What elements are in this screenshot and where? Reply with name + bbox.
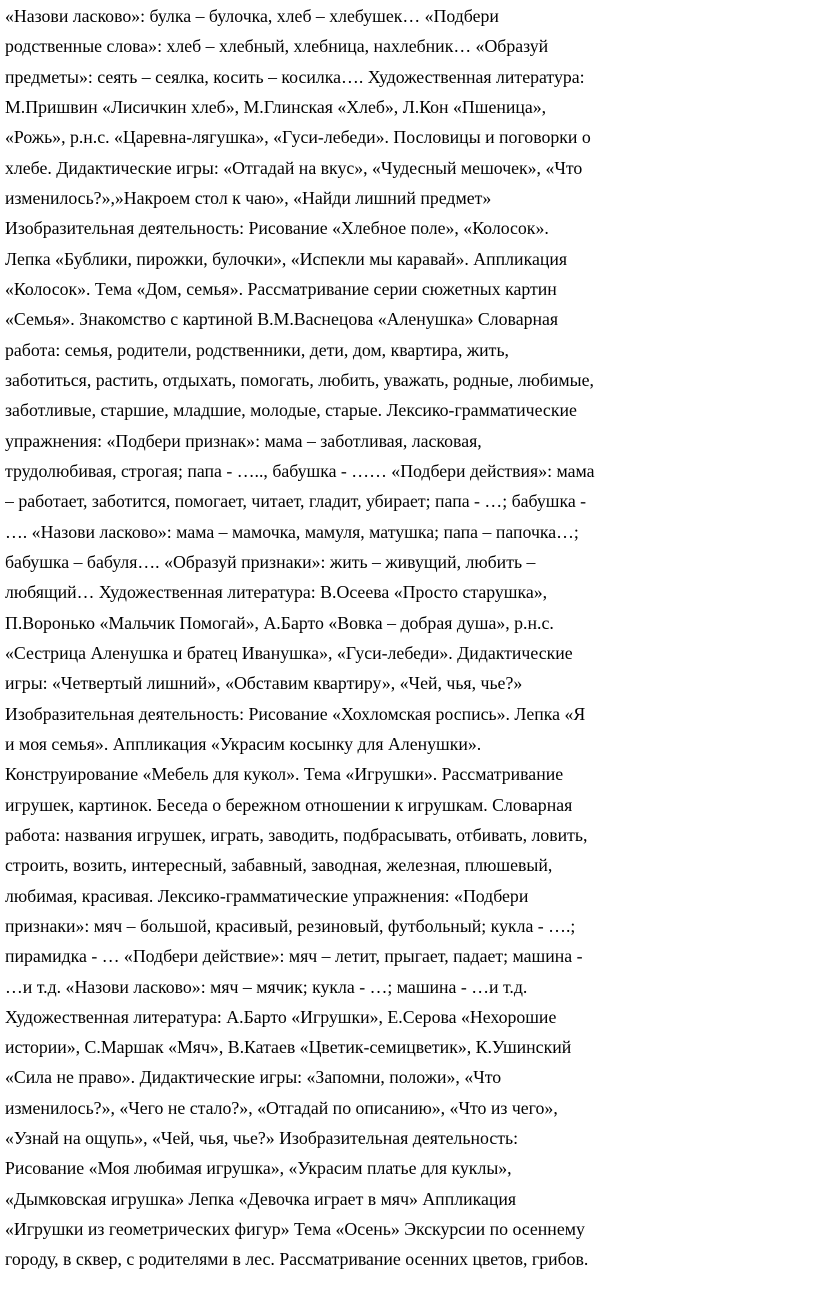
text-line: «Сестрица Аленушка и братец Иванушка», «Гуси-лебеди». Дидактические <box>5 642 573 663</box>
text-line: …и т.д. «Назови ласково»: мяч – мячик; кукла - …; машина - …и т.д. <box>5 976 528 997</box>
text-line: …. «Назови ласково»: мама – мамочка, мамуля, матушка; папа – папочка…; <box>5 521 579 542</box>
text-line: «Колосок». Тема «Дом, семья». Рассматривание серии сюжетных картин <box>5 278 557 299</box>
text-line: пирамидка - … «Подбери действие»: мяч – летит, прыгает, падает; машина - <box>5 946 583 967</box>
text-line: М.Пришвин «Лисичкин хлеб», М.Глинская «Хлеб», Л.Кон «Пшеница», <box>5 96 547 117</box>
text-line: предметы»: сеять – сеялка, косить – косилка…. Художественная литература: <box>5 66 585 87</box>
text-line: строить, возить, интересный, забавный, заводная, железная, плюшевый, <box>5 855 553 876</box>
text-line: истории», С.Маршак «Мяч», В.Катаев «Цветик-семицветик», К.Ушинский <box>5 1037 572 1058</box>
text-line: признаки»: мяч – большой, красивый, резиновый, футбольный; кукла - ….; <box>5 915 576 936</box>
text-line: Изобразительная деятельность: Рисование «Хохломская роспись». Лепка «Я <box>5 703 586 724</box>
text-line: заботливые, старшие, младшие, молодые, старые. Лексико-грамматические <box>5 400 577 421</box>
text-line: игрушек, картинок. Беседа о бережном отношении к игрушкам. Словарная <box>5 794 573 815</box>
text-line: «Назови ласково»: булка – булочка, хлеб – хлебушек… «Подбери <box>5 6 499 26</box>
text-line: «Дымковская игрушка» Лепка «Девочка играет в мяч» Аппликация <box>5 1188 517 1209</box>
text-line: городу, в сквер, с родителями в лес. Рассматривание осенних цветов, грибов. <box>5 1249 589 1270</box>
text-line: трудолюбивая, строгая; папа - ….., бабушка - …… «Подбери действия»: мама <box>5 460 595 481</box>
text-line: Художественная литература: А.Барто «Игрушки», Е.Серова «Нехорошие <box>5 1006 557 1027</box>
text-line: бабушка – бабуля…. «Образуй признаки»: жить – живущий, любить – <box>5 551 536 572</box>
text-line: Рисование «Моя любимая игрушка», «Украсим платье для куклы», <box>5 1158 512 1179</box>
text-line: заботиться, растить, отдыхать, помогать, любить, уважать, родные, любимые, <box>5 369 594 390</box>
document-body <box>5 0 812 1275</box>
text-line: «Узнай на ощупь», «Чей, чья, чье?» Изобразительная деятельность: <box>5 1128 519 1149</box>
text-line: «Игрушки из геометрических фигур» Тема «Осень» Экскурсии по осеннему <box>5 1219 585 1240</box>
text-line: П.Воронько «Мальчик Помогай», А.Барто «Вовка – добрая душа», р.н.с. <box>5 612 554 633</box>
text-line: изменилось?»,»Накроем стол к чаю», «Найди лишний предмет» <box>5 187 492 208</box>
text-line: любящий… Художественная литература: В.Осеева «Просто старушка», <box>5 582 548 603</box>
text-line: и моя семья». Аппликация «Украсим косынку для Аленушки». <box>5 733 482 754</box>
text-line: упражнения: «Подбери признак»: мама – заботливая, ласковая, <box>5 430 482 451</box>
text-line: родственные слова»: хлеб – хлебный, хлебница, нахлебник… «Образуй <box>5 36 549 57</box>
text-line: игры: «Четвертый лишний», «Обставим квартиру», «Чей, чья, чье?» <box>5 673 523 694</box>
text-line: «Сила не право». Дидактические игры: «Запомни, положи», «Что <box>5 1067 502 1088</box>
text-line: «Рожь», р.н.с. «Царевна-лягушка», «Гуси-лебеди». Пословицы и поговорки о <box>5 127 591 148</box>
text-line: работа: семья, родители, родственники, дети, дом, квартира, жить, <box>5 339 510 360</box>
text-line: Изобразительная деятельность: Рисование «Хлебное поле», «Колосок». <box>5 218 549 239</box>
text-line: изменилось?», «Чего не стало?», «Отгадай по описанию», «Что из чего», <box>5 1097 558 1118</box>
text-line: любимая, красивая. Лексико-грамматические упражнения: «Подбери <box>5 885 529 906</box>
text-line: хлебе. Дидактические игры: «Отгадай на вкус», «Чудесный мешочек», «Что <box>5 157 583 178</box>
text-line: «Семья». Знакомство с картиной В.М.Васнецова «Аленушка» Словарная <box>5 309 559 330</box>
text-line: работа: названия игрушек, играть, заводить, подбрасывать, отбивать, ловить, <box>5 824 588 845</box>
text-line: – работает, заботится, помогает, читает, гладит, убирает; папа - …; бабушка - <box>5 491 587 512</box>
text-line: Конструирование «Мебель для кукол». Тема «Игрушки». Рассматривание <box>5 764 564 785</box>
text-line: Лепка «Бублики, пирожки, булочки», «Испекли мы каравай». Аппликация <box>5 248 568 269</box>
